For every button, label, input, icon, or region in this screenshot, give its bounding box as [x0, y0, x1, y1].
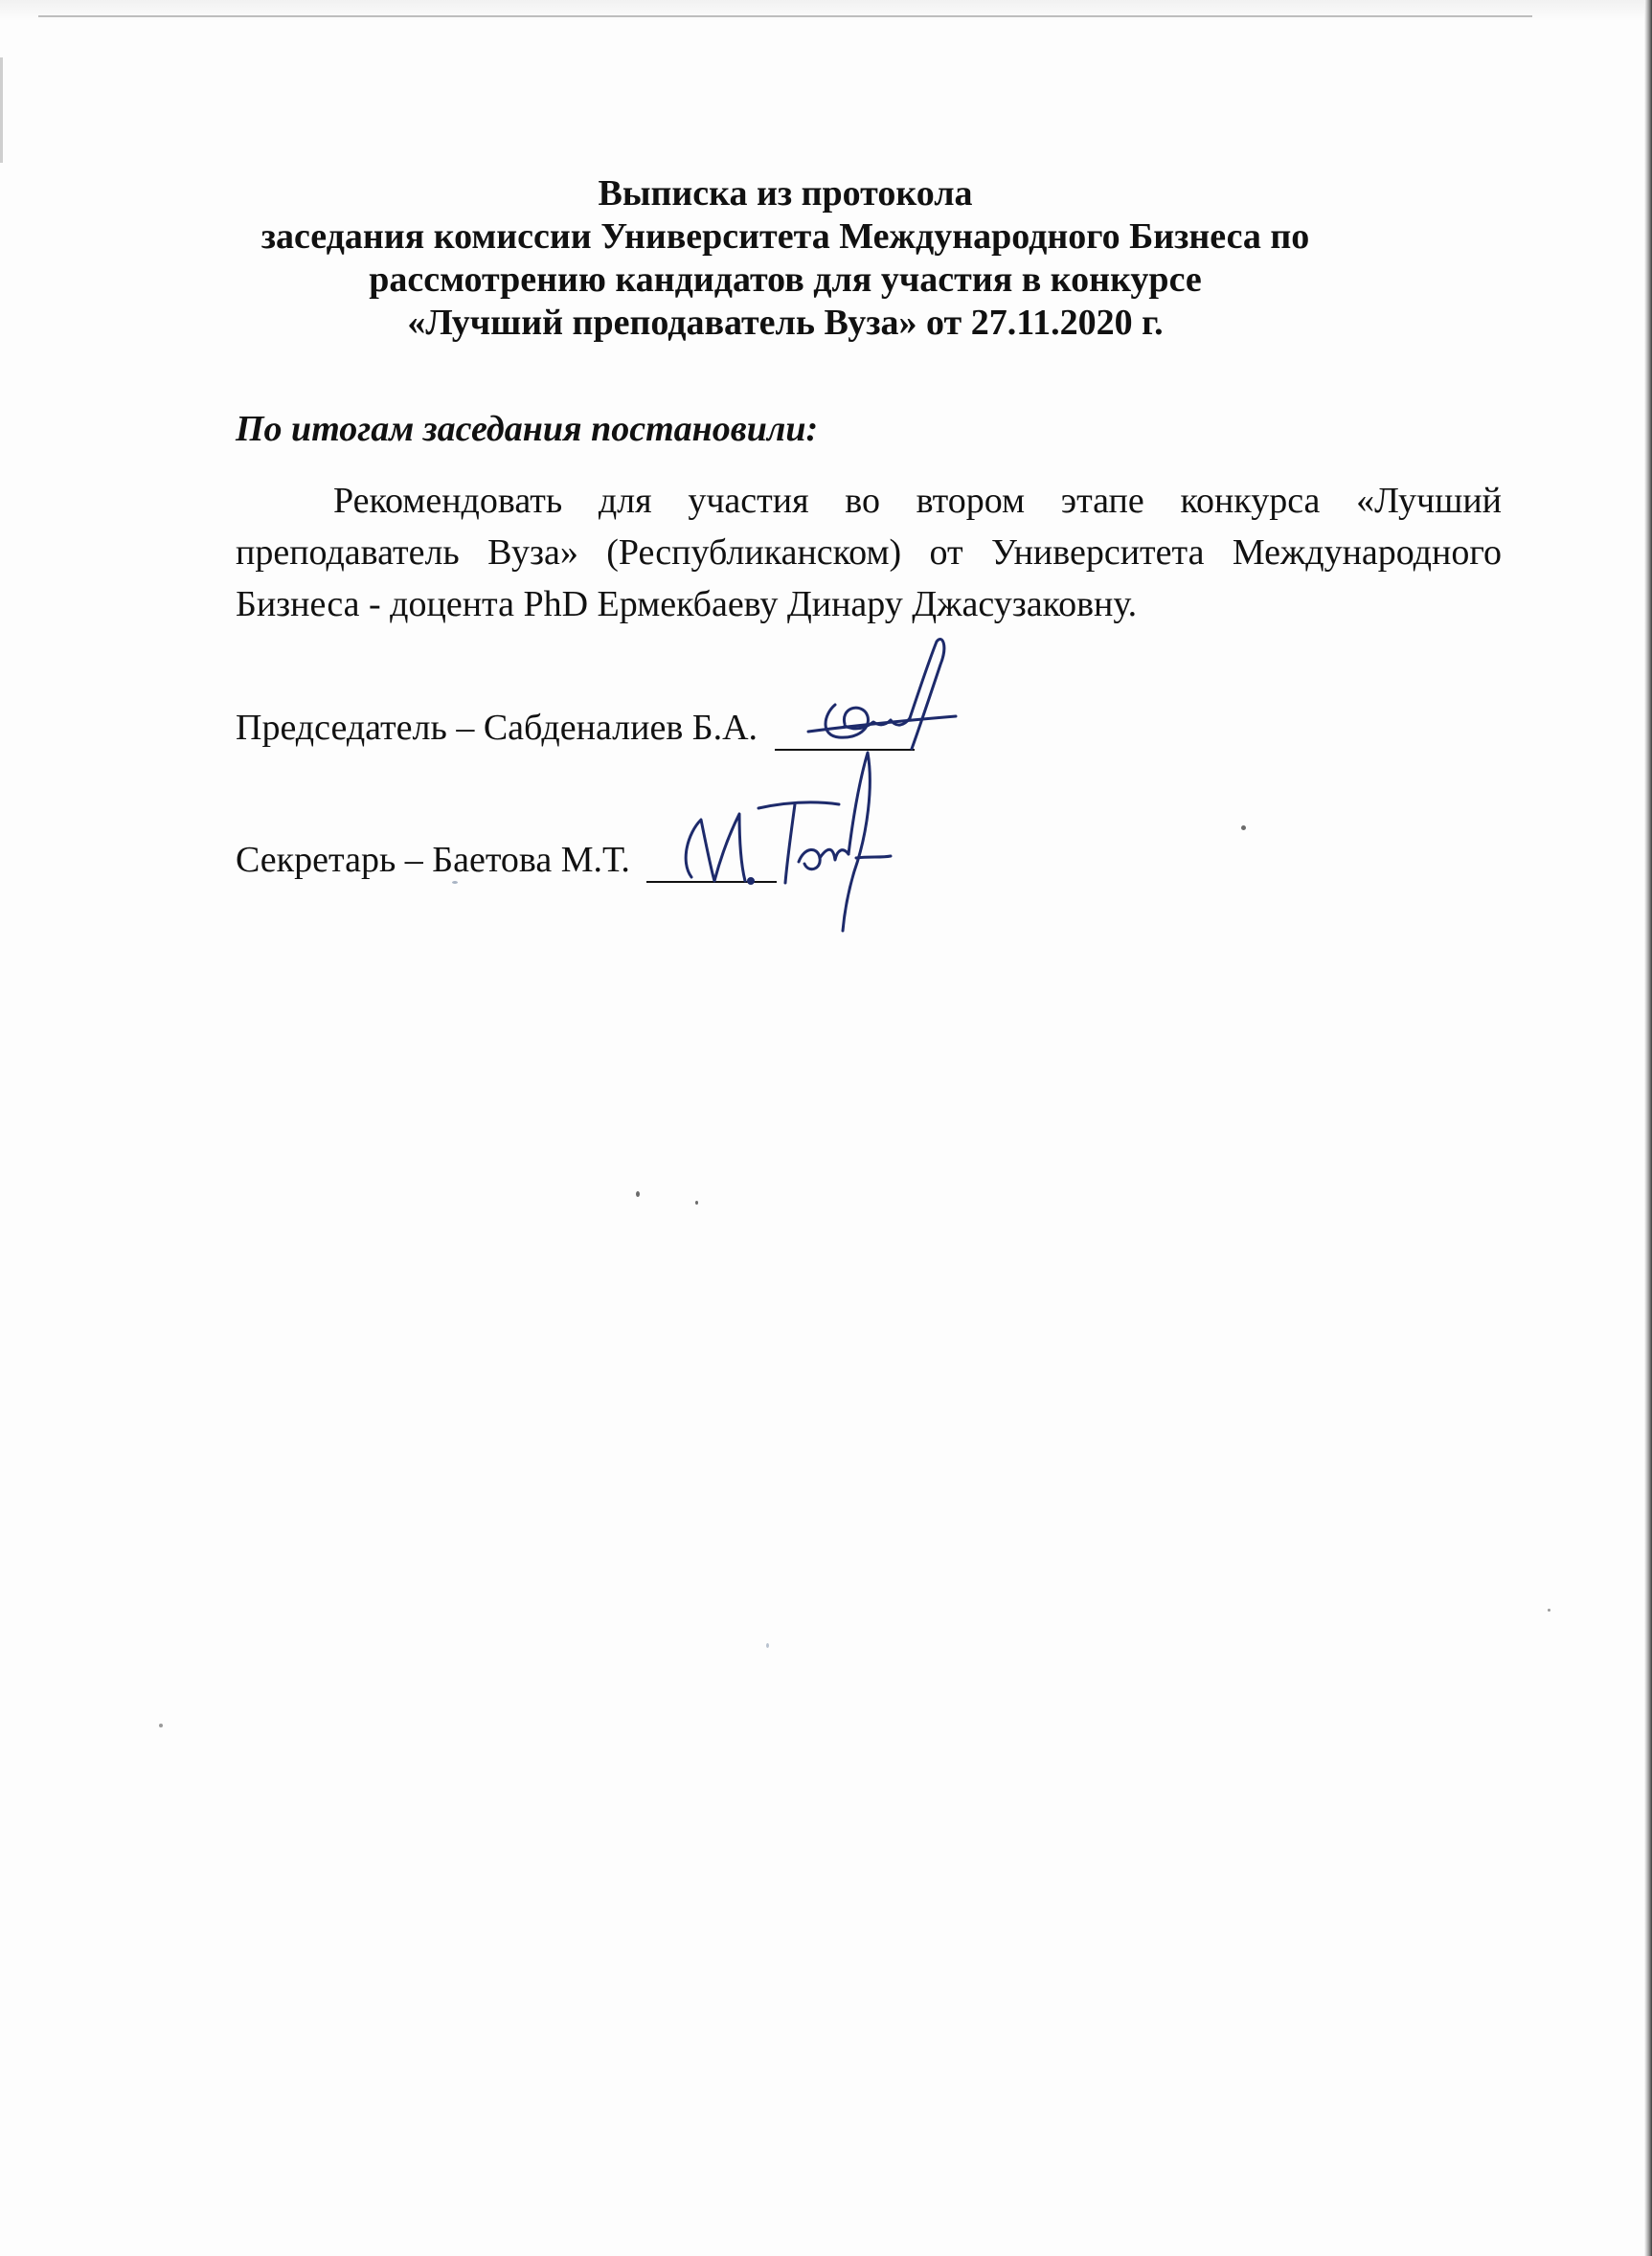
body-line-1: Рекомендовать для участия во втором этапе конкурса «Лучший: [333, 481, 1502, 521]
document-header: [192, 172, 1379, 345]
scan-speck: [636, 1191, 640, 1197]
decision-label: По итогам заседания постановили:: [236, 409, 819, 449]
decision-body: [236, 475, 1502, 630]
secretary-name: Секретарь – Баетова М.Т.: [236, 840, 630, 880]
scan-speck: [1548, 1609, 1550, 1612]
secretary-signature: [651, 747, 910, 938]
scan-speck: [695, 1201, 698, 1205]
scan-speck: [452, 881, 458, 884]
header-line-1: Выписка из протокола: [598, 173, 973, 214]
scan-left-edge: [0, 57, 3, 163]
chair-name: Председатель – Сабденалиев Б.А.: [236, 708, 758, 748]
header-line-2: заседания комиссии Университета Международного Бизнеса по: [260, 216, 1310, 257]
header-line-4: «Лучший преподаватель Вуза» от 27.11.2020 г.: [407, 303, 1164, 343]
scan-speck: [1241, 825, 1246, 830]
body-line-3: Бизнеса - доцента PhD Ермекбаеву Динару Джасузаковну.: [236, 584, 1138, 624]
scan-speck: [159, 1724, 163, 1727]
header-line-3: рассмотрению кандидатов для участия в конкурсе: [369, 259, 1202, 300]
body-line-2: преподаватель Вуза» (Республиканском) от Университета Международного: [236, 532, 1502, 573]
scan-top-edge: [0, 0, 1652, 21]
scan-speck: [766, 1643, 769, 1648]
scan-top-line: [38, 15, 1532, 17]
scan-right-edge: [1644, 0, 1652, 2256]
